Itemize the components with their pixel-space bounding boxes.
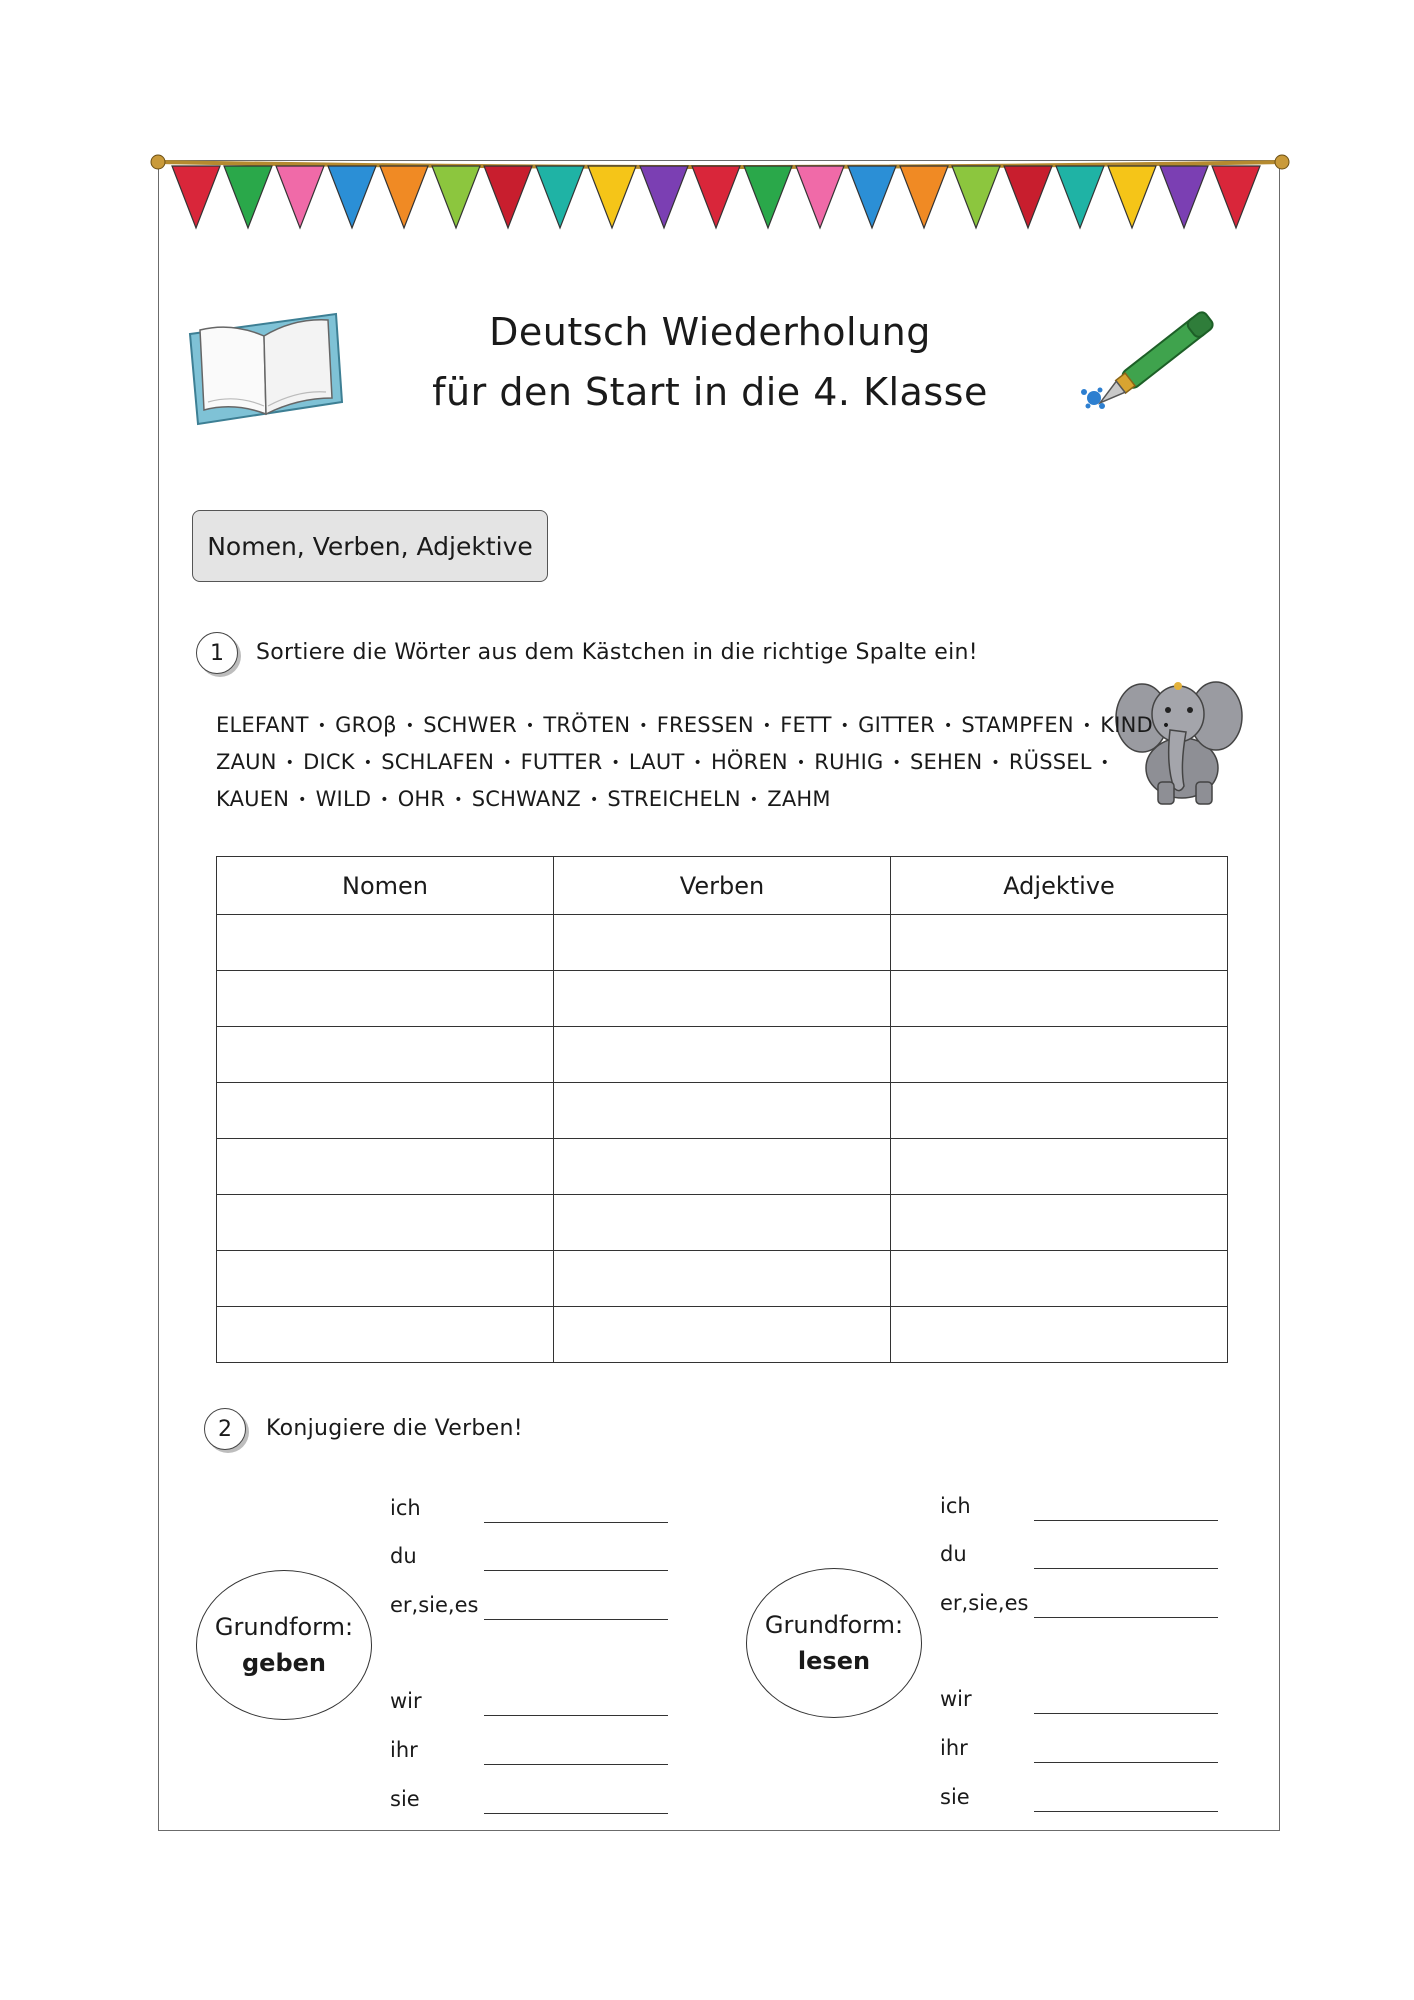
word-item: ELEFANT	[216, 713, 309, 737]
answer-cell-adjektive[interactable]	[891, 1083, 1228, 1139]
table-row	[217, 915, 1228, 971]
page-title: Deutsch Wiederholung	[489, 310, 931, 354]
table-row	[217, 1195, 1228, 1251]
answer-line[interactable]	[1034, 1617, 1218, 1618]
word-item: FUTTER	[520, 750, 603, 774]
answer-cell-verben[interactable]	[554, 1251, 891, 1307]
answer-cell-verben[interactable]	[554, 971, 891, 1027]
sorting-table	[216, 856, 1228, 1363]
answer-line[interactable]	[484, 1715, 668, 1716]
word-item: LAUT	[628, 750, 685, 774]
bunting-knot	[151, 155, 165, 169]
word-item: GITTER	[858, 713, 935, 737]
bunting-flag	[432, 166, 480, 228]
answer-cell-verben[interactable]	[554, 1195, 891, 1251]
grundform-verb: geben	[242, 1649, 326, 1677]
table-row	[217, 1027, 1228, 1083]
word-item: KIND	[1100, 713, 1153, 737]
answer-line[interactable]	[484, 1522, 668, 1523]
word-separator: •	[762, 718, 772, 734]
word-separator: •	[1100, 755, 1110, 771]
pronoun-label: wir	[390, 1689, 422, 1713]
answer-cell-adjektive[interactable]	[891, 1195, 1228, 1251]
grundform-circle-lesen	[746, 1568, 922, 1718]
answer-line[interactable]	[484, 1813, 668, 1814]
answer-cell-adjektive[interactable]	[891, 915, 1228, 971]
bunting-flag	[848, 166, 896, 228]
bunting-flag	[1212, 166, 1260, 228]
word-separator: •	[503, 755, 512, 771]
word-item: ZAHM	[767, 787, 831, 811]
pronoun-label: ihr	[390, 1738, 418, 1762]
task-2-instruction: Konjugiere die Verben!	[266, 1416, 523, 1441]
word-separator: •	[380, 792, 389, 808]
answer-cell-verben[interactable]	[554, 1083, 891, 1139]
word-item: SEHEN	[910, 750, 983, 774]
word-separator: •	[363, 755, 373, 771]
table-row	[217, 1139, 1228, 1195]
word-separator: •	[611, 755, 620, 771]
answer-cell-nomen[interactable]	[217, 1083, 554, 1139]
answer-cell-nomen[interactable]	[217, 1027, 554, 1083]
bunting-flag	[276, 166, 324, 228]
word-separator: •	[639, 718, 648, 734]
answer-line[interactable]	[1034, 1568, 1218, 1569]
word-item: STAMPFEN	[961, 713, 1074, 737]
answer-cell-adjektive[interactable]	[891, 1251, 1228, 1307]
bunting-knot	[1275, 155, 1289, 169]
bunting-flag	[484, 166, 532, 228]
task-2-number: 2	[204, 1408, 246, 1450]
word-item: SCHWANZ	[471, 787, 581, 811]
word-separator: •	[749, 792, 759, 808]
bunting-flag	[1056, 166, 1104, 228]
answer-cell-verben[interactable]	[554, 915, 891, 971]
word-separator: •	[693, 755, 702, 771]
bunting-flag	[224, 166, 272, 228]
answer-line[interactable]	[1034, 1713, 1218, 1714]
table-row	[217, 1083, 1228, 1139]
pronoun-label: er,sie,es	[940, 1591, 1029, 1615]
answer-line[interactable]	[484, 1619, 668, 1620]
bunting-flag	[692, 166, 740, 228]
word-item: ZAUN	[216, 750, 277, 774]
word-item: SCHWER	[423, 713, 517, 737]
word-item: KAUEN	[216, 787, 290, 811]
answer-cell-nomen[interactable]	[217, 1307, 554, 1363]
bunting-flag	[536, 166, 584, 228]
pronoun-label: wir	[940, 1687, 972, 1711]
bunting-flag	[744, 166, 792, 228]
word-separator: •	[298, 792, 307, 808]
bunting-garland	[150, 150, 1290, 240]
word-box-line-2	[216, 750, 1118, 774]
word-item: HÖREN	[710, 750, 788, 774]
answer-cell-adjektive[interactable]	[891, 1027, 1228, 1083]
word-item: RUHIG	[814, 750, 884, 774]
word-separator: •	[317, 718, 327, 734]
answer-line[interactable]	[1034, 1520, 1218, 1521]
bunting-flag	[1108, 166, 1156, 228]
pronoun-label: er,sie,es	[390, 1593, 479, 1617]
page-subtitle: für den Start in die 4. Klasse	[432, 370, 988, 414]
word-item: DICK	[303, 750, 355, 774]
word-separator: •	[589, 792, 599, 808]
answer-cell-adjektive[interactable]	[891, 971, 1228, 1027]
section-label-text: Nomen, Verben, Adjektive	[207, 531, 533, 561]
column-header-adjektive: Adjektive	[891, 857, 1228, 915]
answer-line[interactable]	[1034, 1811, 1218, 1812]
bunting-flag	[900, 166, 948, 228]
pronoun-label: ich	[940, 1494, 971, 1518]
bunting-flag	[1004, 166, 1052, 228]
bunting-flag	[172, 166, 220, 228]
word-item: FRESSEN	[656, 713, 754, 737]
table-header-row	[217, 857, 1228, 915]
answer-cell-nomen[interactable]	[217, 915, 554, 971]
pronoun-label: du	[940, 1542, 967, 1566]
word-separator: •	[454, 792, 463, 808]
pronoun-label: ihr	[940, 1736, 968, 1760]
answer-cell-verben[interactable]	[554, 1307, 891, 1363]
word-separator: •	[405, 718, 415, 734]
table-row	[217, 1307, 1228, 1363]
pronoun-label: sie	[390, 1787, 420, 1811]
answer-cell-nomen[interactable]	[217, 1139, 554, 1195]
answer-cell-adjektive[interactable]	[891, 1307, 1228, 1363]
answer-line[interactable]	[484, 1764, 668, 1765]
elephant-icon	[1108, 670, 1244, 810]
word-item: FETT	[780, 713, 832, 737]
answer-cell-nomen[interactable]	[217, 1251, 554, 1307]
task-1-instruction: Sortiere die Wörter aus dem Kästchen in die richtige Spalte ein!	[256, 640, 978, 665]
grundform-circle-geben	[196, 1570, 372, 1720]
word-box-line-3	[216, 787, 831, 811]
word-item: WILD	[315, 787, 372, 811]
grundform-label: Grundform:	[764, 1611, 904, 1639]
bunting-flag	[1160, 166, 1208, 228]
bunting-flag	[640, 166, 688, 228]
pronoun-label: ich	[390, 1496, 421, 1520]
word-separator: •	[525, 718, 535, 734]
bunting-flag	[380, 166, 428, 228]
answer-line[interactable]	[1034, 1762, 1218, 1763]
table-row	[217, 971, 1228, 1027]
pronoun-label: du	[390, 1544, 417, 1568]
word-separator: •	[285, 755, 295, 771]
word-item: OHR	[397, 787, 446, 811]
word-separator: •	[1082, 718, 1092, 734]
word-item: TRÖTEN	[543, 713, 631, 737]
bunting-flag	[952, 166, 1000, 228]
word-separator: •	[840, 718, 850, 734]
word-item: GROβ	[335, 713, 397, 737]
pronoun-label: sie	[940, 1785, 970, 1809]
word-separator: •	[1161, 718, 1171, 734]
word-separator: •	[991, 755, 1000, 771]
column-header-verben: Verben	[554, 857, 891, 915]
answer-cell-verben[interactable]	[554, 1139, 891, 1195]
grundform-label: Grundform:	[214, 1613, 354, 1641]
word-item: SCHLAFEN	[381, 750, 495, 774]
bunting-flag	[588, 166, 636, 228]
word-separator: •	[796, 755, 806, 771]
bunting-flag	[796, 166, 844, 228]
answer-cell-adjektive[interactable]	[891, 1139, 1228, 1195]
column-header-nomen: Nomen	[217, 857, 554, 915]
word-item: STREICHELN	[607, 787, 741, 811]
bunting-flag	[328, 166, 376, 228]
task-1-number: 1	[196, 632, 238, 674]
word-separator: •	[943, 718, 953, 734]
word-item: RÜSSEL	[1008, 750, 1092, 774]
word-separator: •	[892, 755, 901, 771]
answer-cell-verben[interactable]	[554, 1027, 891, 1083]
answer-line[interactable]	[484, 1570, 668, 1571]
answer-cell-nomen[interactable]	[217, 1195, 554, 1251]
word-box-line-1	[216, 713, 1179, 737]
table-row	[217, 1251, 1228, 1307]
grundform-verb: lesen	[797, 1647, 871, 1675]
section-label	[192, 510, 548, 582]
answer-cell-nomen[interactable]	[217, 971, 554, 1027]
